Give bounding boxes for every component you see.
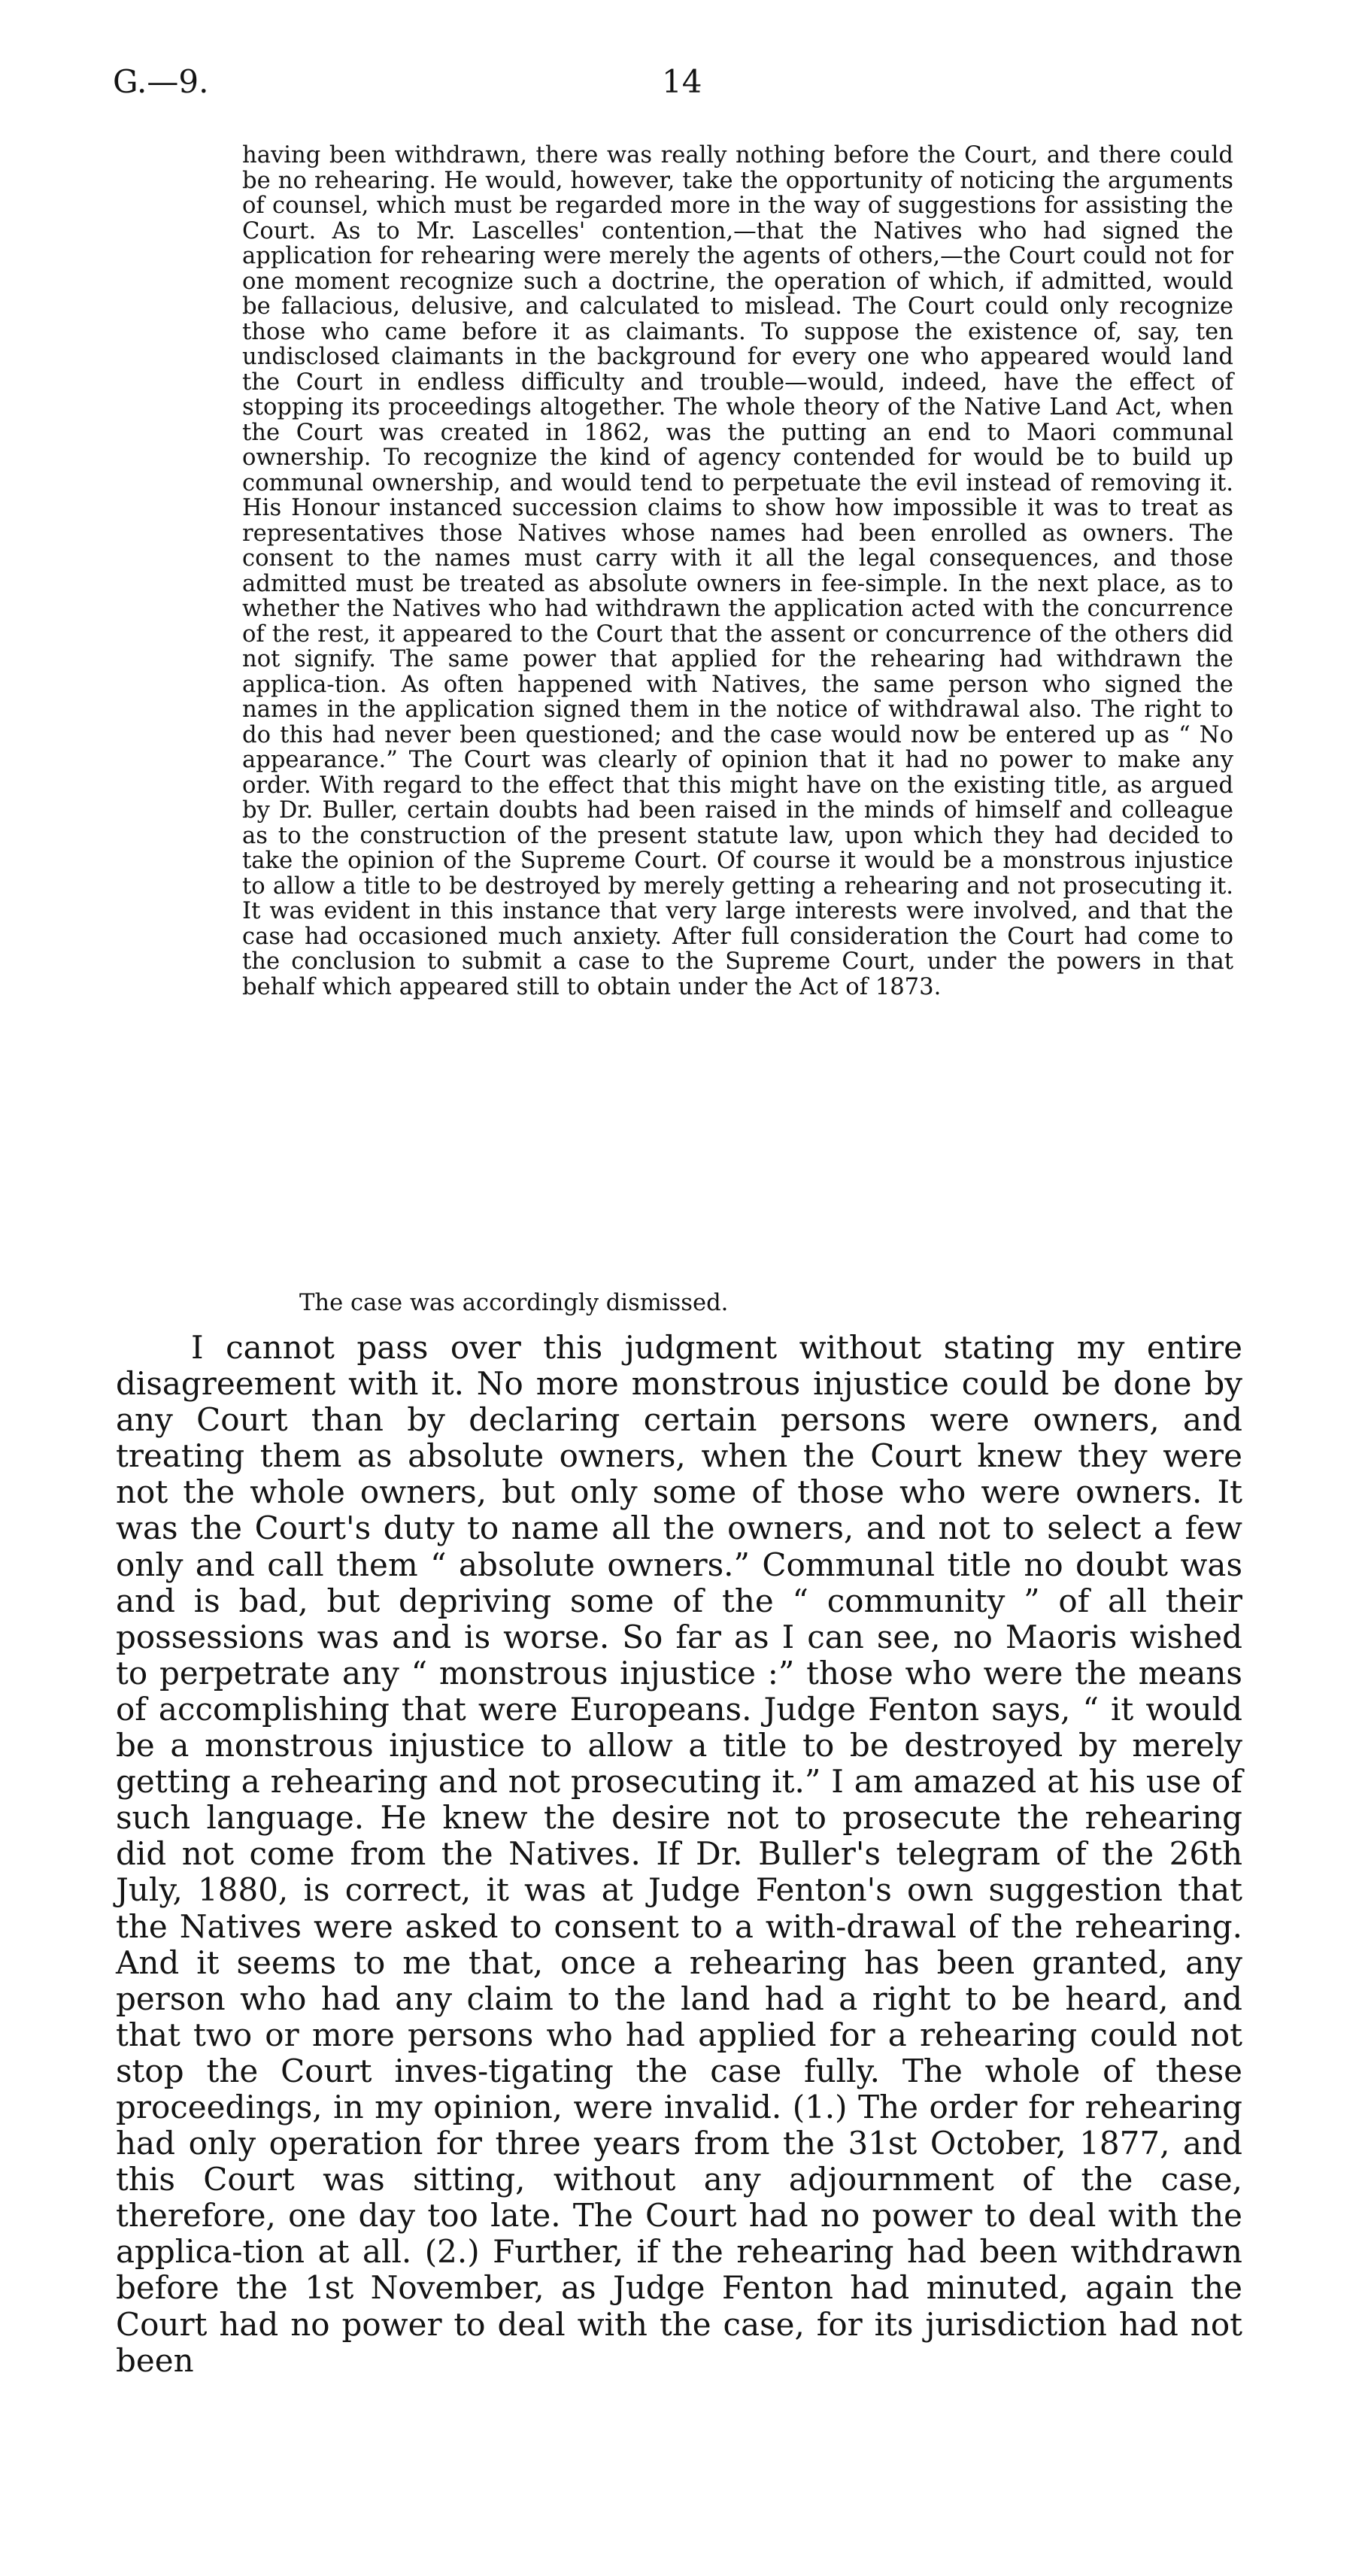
quoted-judgment-paragraph: having been withdrawn, there was really nothing before the Court, and there could be no rehearing. He would, however, take the opportunity of noticing the arguments of counsel, which must be regarded more in the way of suggestions for assisting the Court. As to Mr. Lascelles' contention,—that the Natives who had signed the application for rehearing were merely the agents of others,—the Court could not for one moment recognize such a doctrine, the operation of which, if admitted, would be fallacious, delusive, and calculated to mislead. The Court could only recognize those who came before it as claimants. To suppose the existence of, say, ten undisclosed claimants in the background for every one who appeared would land the Court in endless difficulty and trouble—would, indeed, have the effect of stopping its proceedings altogether. The whole theory of the Native Land Act, when the Court was created in 1862, was the putting an end to Maori communal ownership. To recognize the kind of agency contended for would be to build up communal ownership, and would tend to perpetuate the evil instead of removing it. His Honour instanced succession claims to show how impossible it was to treat as representatives those Natives whose names had been enrolled as owners. The consent to the names must carry with it all the legal consequences, and those admitted must be treated as absolute owners in fee-simple. In the next place, as to whether the Natives who had withdrawn the application acted with the concurrence of the rest, it appeared to the Court that the assent or concurrence of the others did not signify. The same power that applied for the rehearing had withdrawn the applica-tion. As often happened with Natives, the same person who signed the names in the application signed them in the notice of withdrawal also. The right to do this had never been questioned; and the case would now be entered up as “ No appearance.” The Court was clearly of opinion that it had no power to make any order. With regard to the effect that this might have on the existing title, as argued by Dr. Buller, certain doubts had been raised in the minds of himself and colleague as to the construction of the present statute law, upon which they had decided to take the opinion of the Supreme Court. Of course it would be a monstrous injustice to allow a title to be destroyed by merely getting a rehearing and not prosecuting it. It was evident in this instance that very large interests were involved, and that the case had occasioned much anxiety. After full consideration the Court had come to the conclusion to submit a case to the Supreme Court, under the powers in that behalf which appeared still to obtain under the Act of 1873. (242, 142, 1233, 1000)
quoted-judgment (242, 143, 1233, 1000)
commentary-body (116, 1330, 1242, 2379)
page-number: 14 (662, 63, 702, 100)
page-header (113, 63, 1331, 116)
quoted-judgment-closing: The case was accordingly dismissed. (299, 1290, 729, 1316)
commentary-paragraph: I cannot pass over this judgment without stating my entire disagreement with it. No more monstrous injustice could be done by any Court than by declaring certain persons were owners, and treating them as absolute owners, when the Court knew they were not the whole owners, but only some of those who were owners. It was the Court's duty to name all the owners, and not to select a few only and call them “ absolute owners.” Communal title no doubt was and is bad, but depriving some of the “ community ” of all their possessions was and is worse. So far as I can see, no Maoris wished to perpetrate any “ monstrous injustice :” those who were the means of accomplishing that were Europeans. Judge Fenton says, “ it would be a monstrous injustice to allow a title to be destroyed by merely getting a rehearing and not prosecuting it.” I am amazed at his use of such language. He knew the desire not to prosecute the rehearing did not come from the Natives. If Dr. Buller's telegram of the 26th July, 1880, is correct, it was at Judge Fenton's own suggestion that the Natives were asked to consent to a with-drawal of the rehearing. And it seems to me that, once a rehearing has been granted, any person who had any claim to the land had a right to be heard, and that two or more persons who had applied for a rehearing could not stop the Court inves-tigating the case fully. The whole of these proceedings, in my opinion, were invalid. (1.) The order for rehearing had only operation for three years from the 31st October, 1877, and this Court was sitting, without any adjournment of the case, therefore, one day too late. The Court had no power to deal with the applica-tion at all. (2.) Further, if the rehearing had been withdrawn before the 1st November, as Judge Fenton had minuted, again the Court had no power to deal with the case, for its jurisdiction had not been (116, 1329, 1242, 2379)
document-reference: G.—9. (113, 63, 209, 100)
